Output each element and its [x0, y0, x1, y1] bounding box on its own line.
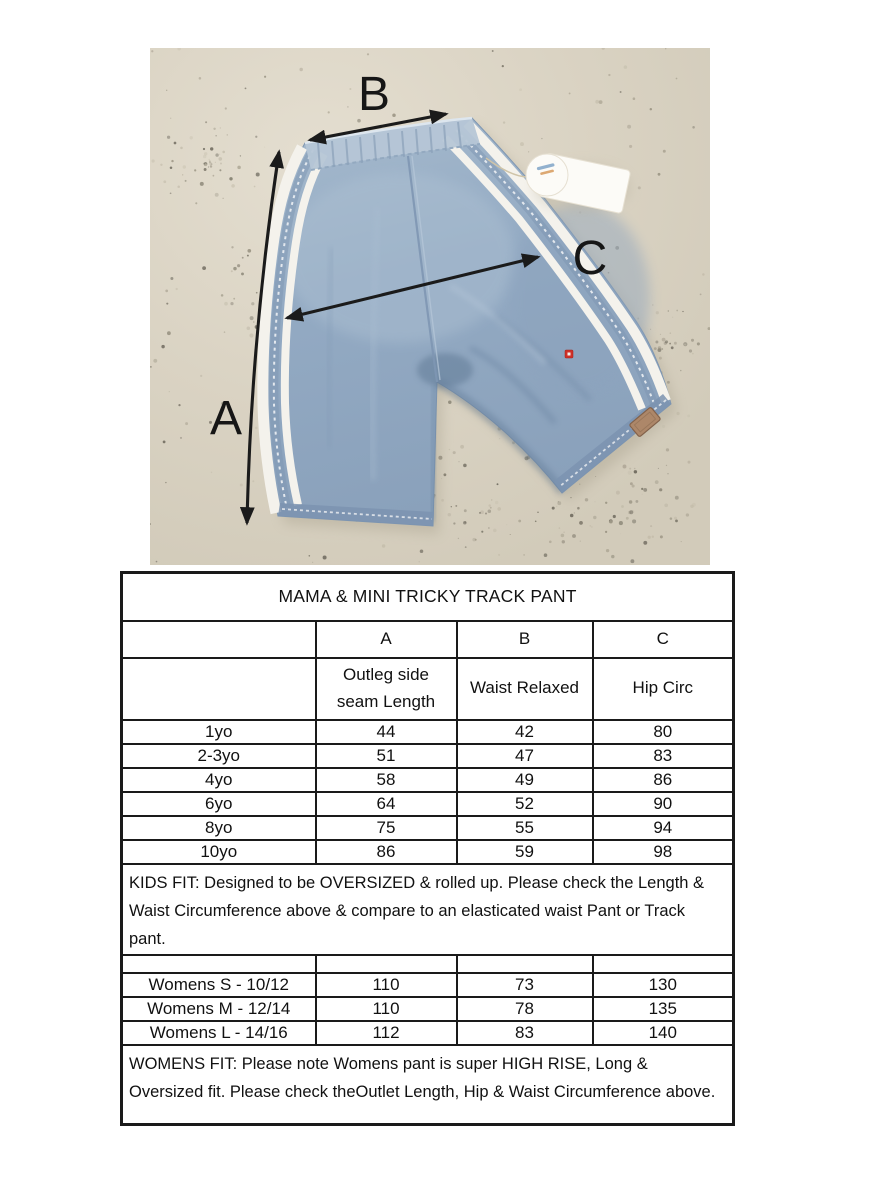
measure-label-a: A: [209, 392, 243, 445]
measure-header-b: Waist Relaxed: [457, 658, 593, 720]
measure-label-b: B: [357, 68, 391, 121]
col-header-c: C: [593, 621, 734, 658]
empty-cell: [122, 621, 316, 658]
empty-cell: [457, 955, 593, 973]
size-label: 6yo: [122, 792, 316, 816]
value-a: 58: [316, 768, 457, 792]
size-row-womens-l: [122, 1021, 734, 1045]
measure-header-c: Hip Circ: [593, 658, 734, 720]
value-a: 75: [316, 816, 457, 840]
womens-fit-note: WOMENS FIT: Please note Womens pant is super HIGH RISE, Long & Oversized fit. Please check theOutlet Length, Hip & Waist Circumference above.: [122, 1045, 734, 1125]
size-label: 8yo: [122, 816, 316, 840]
value-b: 49: [457, 768, 593, 792]
value-b: 59: [457, 840, 593, 864]
size-label: Womens L - 14/16: [122, 1021, 316, 1045]
size-row-2-3yo: [122, 744, 734, 768]
size-row-womens-m: [122, 997, 734, 1021]
size-label: 10yo: [122, 840, 316, 864]
value-c: 83: [593, 744, 734, 768]
value-b: 47: [457, 744, 593, 768]
value-c: 86: [593, 768, 734, 792]
value-b: 78: [457, 997, 593, 1021]
value-c: 90: [593, 792, 734, 816]
col-header-b: B: [457, 621, 593, 658]
value-c: 130: [593, 973, 734, 997]
title-row: [122, 573, 734, 621]
value-b: 83: [457, 1021, 593, 1045]
col-header-a: A: [316, 621, 457, 658]
product-photo: [150, 48, 710, 565]
size-label: 1yo: [122, 720, 316, 744]
value-c: 135: [593, 997, 734, 1021]
size-row-8yo: [122, 816, 734, 840]
track-pant-photo-illustration: [150, 48, 710, 565]
size-row-1yo: [122, 720, 734, 744]
empty-cell: [122, 658, 316, 720]
size-row-4yo: [122, 768, 734, 792]
size-label: Womens M - 12/14: [122, 997, 316, 1021]
value-a: 112: [316, 1021, 457, 1045]
spacer-row: [122, 955, 734, 973]
empty-cell: [316, 955, 457, 973]
value-a: 86: [316, 840, 457, 864]
size-row-6yo: [122, 792, 734, 816]
value-c: 94: [593, 816, 734, 840]
size-row-womens-s: [122, 973, 734, 997]
size-label: 2-3yo: [122, 744, 316, 768]
value-c: 80: [593, 720, 734, 744]
red-tag-icon: [565, 350, 573, 358]
size-chart-table: [120, 571, 735, 1126]
value-b: 55: [457, 816, 593, 840]
empty-cell: [122, 955, 316, 973]
kids-fit-note: KIDS FIT: Designed to be OVERSIZED & rolled up. Please check the Length & Waist Circumference above & compare to an elasticated waist Pant or Track pant.: [122, 864, 734, 955]
value-b: 73: [457, 973, 593, 997]
value-b: 42: [457, 720, 593, 744]
value-b: 52: [457, 792, 593, 816]
value-a: 64: [316, 792, 457, 816]
size-label: 4yo: [122, 768, 316, 792]
measure-label-c: C: [572, 232, 608, 285]
measure-header-a: Outleg side seam Length: [316, 658, 457, 720]
empty-cell: [593, 955, 734, 973]
value-a: 51: [316, 744, 457, 768]
womens-fit-note-row: [122, 1045, 734, 1125]
value-c: 98: [593, 840, 734, 864]
kids-fit-note-row: [122, 864, 734, 955]
value-c: 140: [593, 1021, 734, 1045]
size-label: Womens S - 10/12: [122, 973, 316, 997]
value-a: 110: [316, 973, 457, 997]
measurement-name-row: [122, 658, 734, 720]
value-a: 44: [316, 720, 457, 744]
column-letter-row: [122, 621, 734, 658]
chart-title: MAMA & MINI TRICKY TRACK PANT: [122, 573, 734, 621]
size-row-10yo: [122, 840, 734, 864]
value-a: 110: [316, 997, 457, 1021]
